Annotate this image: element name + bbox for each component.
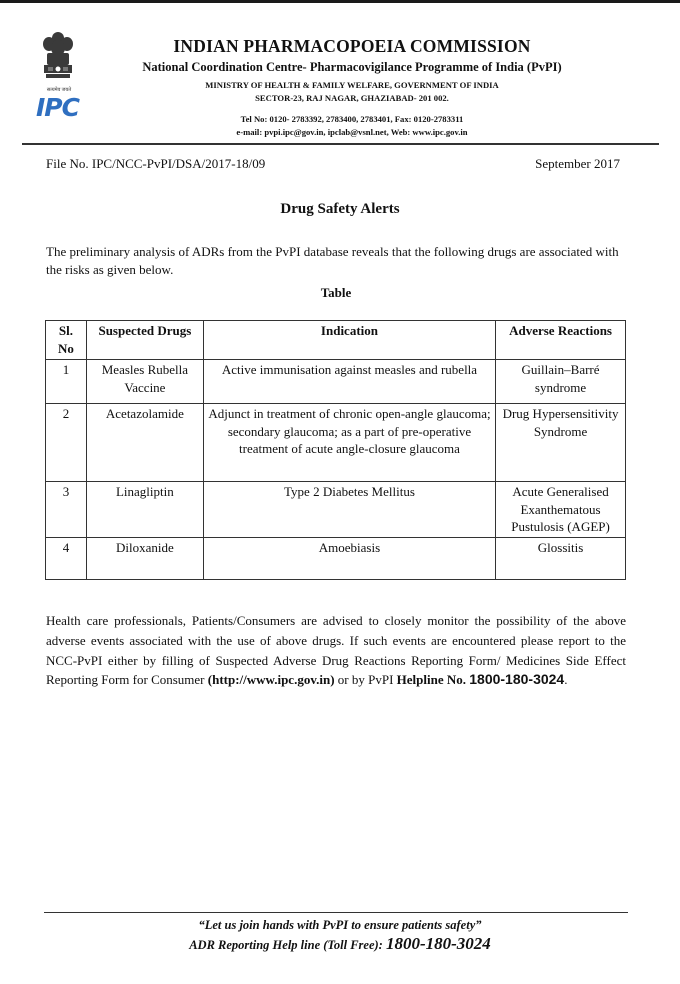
footer-help-number: 1800-180-3024: [385, 934, 491, 953]
helpline-number: 1800-180-3024: [469, 671, 565, 688]
top-border: [0, 0, 680, 3]
website-link[interactable]: (http://www.ipc.gov.in): [207, 672, 335, 688]
cell-drug: Diloxanide: [86, 537, 203, 579]
cell-sl: 1: [46, 360, 87, 404]
header-adverse-reactions: Adverse Reactions: [496, 321, 626, 360]
org-title: INDIAN PHARMACOPOEIA COMMISSION: [173, 36, 531, 56]
header-indication: Indication: [203, 321, 495, 360]
cell-drug: Acetazolamide: [86, 404, 203, 482]
advice-text-a: Health care professionals, Patients/Consumers are advised to closely monitor the possibility of the above adverse events associated with the use of above drugs. If such events are encountered please report to the NCC-PvPI either by filling of Suspected Adverse Drug Reactions Reporting Form/ Medicines Side Effect Reporting Form for Consumer: [46, 613, 626, 688]
national-emblem-icon: [38, 30, 78, 92]
page-title: Drug Safety Alerts: [280, 201, 400, 217]
footer-helpline: [0, 934, 680, 954]
org-subtitle: National Coordination Centre- Pharmacovigilance Programme of India (PvPI): [142, 60, 562, 74]
table-row: [46, 537, 626, 579]
advice-paragraph: [46, 611, 626, 690]
cell-adverse: Glossitis: [496, 537, 626, 579]
address-line: SECTOR-23, RAJ NAGAR, GHAZIABAD- 201 002.: [255, 93, 449, 103]
table-caption: Table: [320, 285, 352, 300]
table-row: [46, 482, 626, 538]
file-date: September 2017: [535, 156, 620, 171]
advice-end: .: [564, 672, 568, 688]
cell-adverse: Acute Generalised Exanthematous Pustulosis (AGEP): [496, 482, 626, 538]
ministry-line: MINISTRY OF HEALTH & FAMILY WELFARE, GOVERNMENT OF INDIA: [205, 80, 499, 90]
cell-adverse: Guillain–Barré syndrome: [496, 360, 626, 404]
header-suspected-drugs: Suspected Drugs: [86, 321, 203, 360]
cell-sl: 4: [46, 537, 87, 579]
cell-drug: Linagliptin: [86, 482, 203, 538]
table-header-row: [46, 321, 626, 360]
cell-adverse: Drug Hypersensitivity Syndrome: [496, 404, 626, 482]
cell-indication: Adjunct in treatment of chronic open-angle glaucoma; secondary glaucoma; as a part of pre-operative treatment of acute angle-closure glaucoma: [203, 404, 495, 482]
contact-phone: Tel No: 0120- 2783392, 2783400, 2783401, Fax: 0120-2783311: [240, 114, 464, 124]
footer-help-label: ADR Reporting Help line (Toll Free):: [189, 938, 386, 952]
contact-email: e-mail: pvpi.ipc@gov.in, ipclab@vsnl.net, Web: www.ipc.gov.in: [236, 127, 468, 137]
cell-sl: 3: [46, 482, 87, 538]
cell-drug: Measles Rubella Vaccine: [86, 360, 203, 404]
header-sl-no: Sl. No: [46, 321, 87, 360]
table-row: [46, 404, 626, 482]
footer-slogan: “Let us join hands with PvPI to ensure patients safety”: [198, 918, 482, 932]
advice-text-b: or by PvPI: [334, 672, 397, 688]
footer-divider: [44, 912, 628, 913]
ipc-logo: IPC: [36, 93, 79, 122]
file-number: File No. IPC/NCC-PvPI/DSA/2017-18/09: [46, 156, 266, 171]
intro-paragraph: The preliminary analysis of ADRs from the PvPI database reveals that the following drugs are associated with the risks as given below.: [46, 244, 619, 277]
drug-alerts-table: [45, 320, 626, 580]
table-row: [46, 360, 626, 404]
emblem-motto: सत्यमेव जयते: [46, 88, 72, 93]
helpline-label: Helpline No.: [396, 672, 466, 688]
cell-sl: 2: [46, 404, 87, 482]
cell-indication: Type 2 Diabetes Mellitus: [203, 482, 495, 538]
header-divider: [22, 143, 659, 145]
cell-indication: Amoebiasis: [203, 537, 495, 579]
cell-indication: Active immunisation against measles and rubella: [203, 360, 495, 404]
